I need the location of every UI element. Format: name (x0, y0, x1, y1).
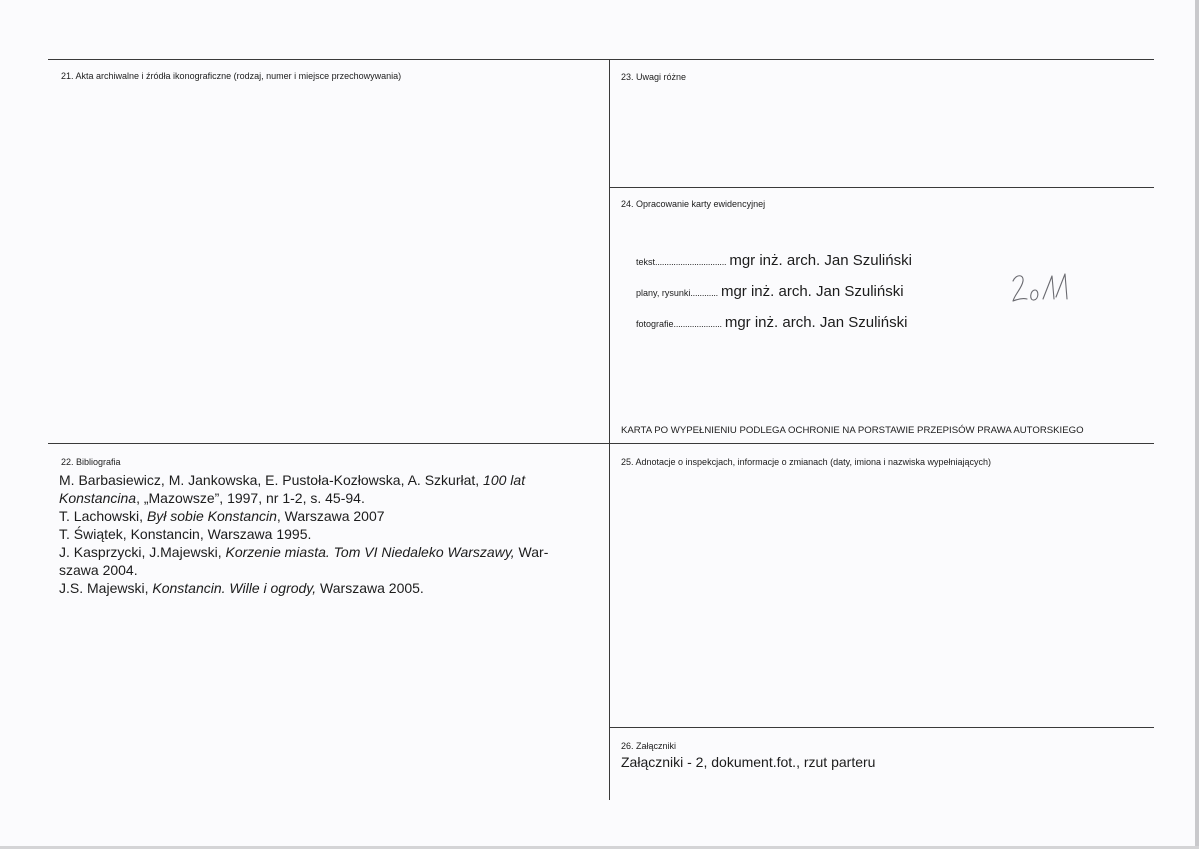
section-26-label: 26. Załączniki (621, 741, 677, 751)
section-21-label: 21. Akta archiwalne i źródła ikonograficzne (rodzaj, numer i miejsce przechowywania) (61, 71, 402, 81)
bibliography-text: J. Kasprzycki, J.Majewski, (59, 544, 226, 560)
bibliography-line (59, 525, 589, 543)
credit-dots: ............ (690, 288, 718, 298)
column-divider (609, 59, 610, 800)
credit-value: mgr inż. arch. Jan Szuliński (720, 283, 904, 300)
bibliography-line (59, 507, 589, 525)
section-25-label: 25. Adnotacje o inspekcjach, informacje o zmianach (daty, imiona i nazwiska wypełniających) (621, 457, 992, 467)
bibliography-text: T. Świątek, Konstancin, Warszawa 1995. (59, 526, 312, 542)
section-24-label: 24. Opracowanie karty ewidencyjnej (621, 199, 766, 209)
bibliography-title: 100 lat (483, 472, 526, 488)
section-23-label: 23. Uwagi różne (621, 72, 687, 82)
bibliography-list (59, 471, 589, 597)
copyright-notice: KARTA PO WYPEŁNIENIU PODLEGA OCHRONIE NA PORSTAWIE PRZEPISÓW PRAWA AUTORSKIEGO (621, 425, 1084, 436)
bibliography-text: T. Lachowski, (59, 508, 147, 524)
middle-rule (48, 443, 1154, 444)
credit-row-drawings (636, 283, 904, 301)
credit-row-photos (636, 314, 907, 332)
credit-value: mgr inż. arch. Jan Szuliński (729, 252, 912, 269)
attachments-value: Załączniki - 2, dokument.fot., rzut parteru (621, 754, 876, 770)
bibliography-line (59, 543, 589, 561)
scan-edge-right (1195, 0, 1199, 849)
bibliography-line (59, 471, 589, 489)
bibliography-title: Korzenie miasta. Tom VI Niedaleko Warszawy, (225, 544, 515, 560)
bibliography-text: War- (514, 544, 549, 560)
credit-row-text (636, 252, 912, 270)
bibliography-line (59, 489, 589, 507)
bibliography-text: M. Barbasiewicz, M. Jankowska, E. Pustoła-Kozłowska, A. Szkurłat, (59, 472, 484, 488)
credit-dots: ..................... (673, 319, 722, 329)
handwritten-year (1010, 268, 1076, 313)
credit-key: plany, rysunki (636, 288, 691, 298)
bibliography-title: Konstancin. Wille i ogrody, (152, 580, 317, 596)
bibliography-line (59, 579, 589, 597)
bibliography-text: J.S. Majewski, (59, 580, 153, 596)
handwritten-year-drawing (1010, 268, 1076, 308)
rule-23-24 (610, 187, 1154, 188)
bibliography-text: , „Mazowsze”, 1997, nr 1-2, s. 45-94. (136, 490, 365, 506)
top-rule (48, 59, 1154, 60)
bibliography-text: szawa 2004. (59, 562, 138, 578)
section-22-label: 22. Bibliografia (61, 457, 121, 467)
bibliography-title: Konstancina (59, 490, 137, 506)
bibliography-text: Warszawa 2005. (316, 580, 424, 596)
bibliography-line (59, 561, 589, 579)
credit-value: mgr inż. arch. Jan Szuliński (724, 314, 908, 331)
rule-25-26 (610, 727, 1154, 728)
bibliography-text: , Warszawa 2007 (276, 508, 385, 524)
credit-key: fotografie (636, 319, 674, 329)
credit-key: tekst (636, 257, 656, 267)
bibliography-title: Był sobie Konstancin (146, 508, 277, 524)
credit-dots: ............................... (655, 257, 727, 267)
